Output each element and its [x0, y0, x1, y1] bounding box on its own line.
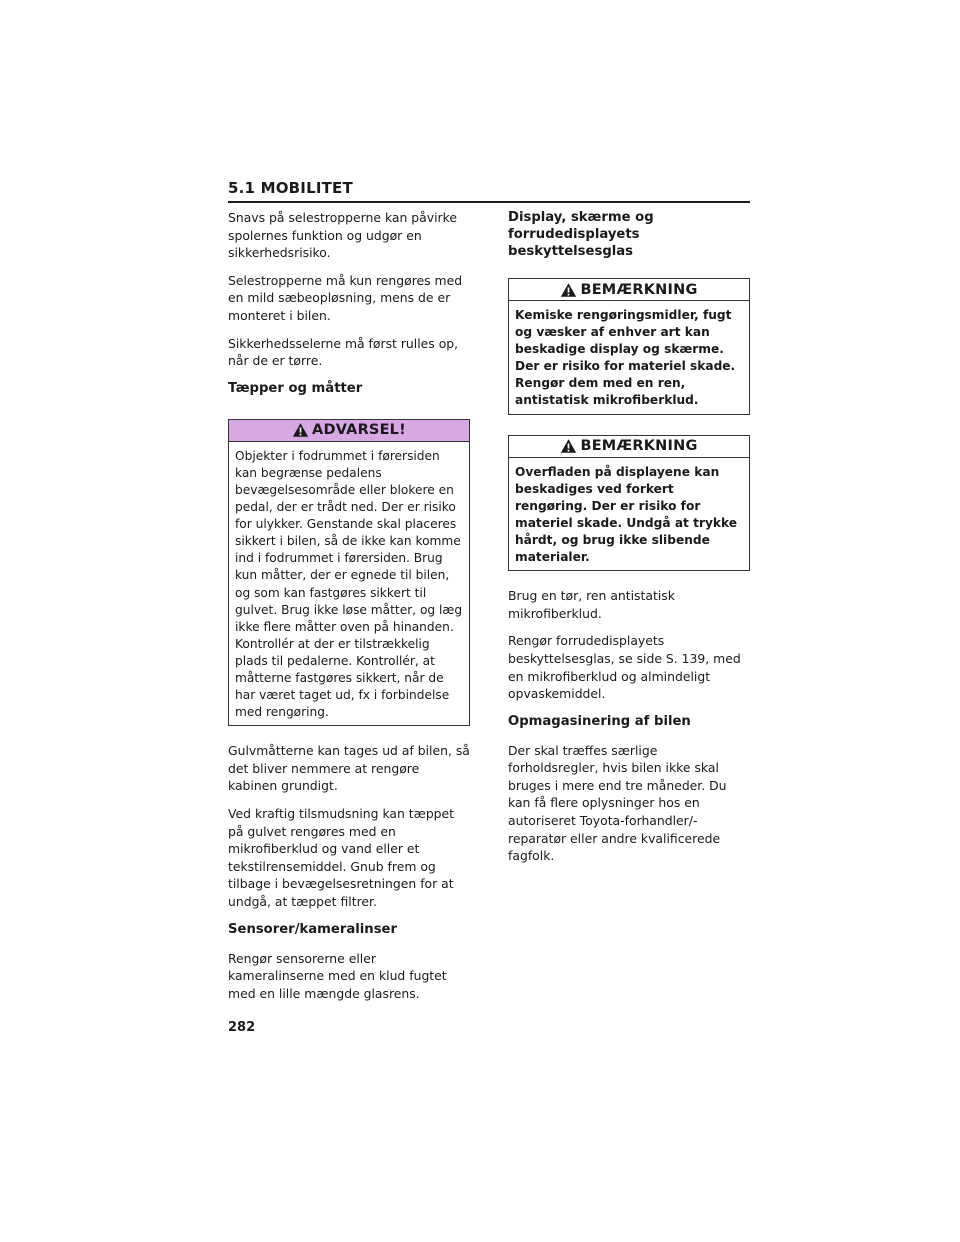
paragraph-mats-removal: Gulvmåtterne kan tages ud af bilen, så det bliver nemmere at rengøre kabinen grundigt.: [228, 743, 470, 794]
warning-text: Objekter i fodrummet i førersiden kan begrænse pedalens bevægelsesområde eller blokere en pedal, der er trådt ned. Der er risiko for ulykker. Genstande skal placeres sikkert i bilen, så de ikke kan komme ind i fodrummet i førersiden. Brug kun måtter, der er egnede til bilen, og som kan fastgøres sikkert til gulvet. Brug ikke løse måtter, og læg ikke flere måtter oven på hinanden. Kontrollér at der er tilstrækkelig plads til pedalerne. Kontrollér, at måtterne fastgøres sikkert, når de har været taget ud, fx i forbindelse med rengøring.: [235, 448, 463, 720]
heading-carpets-mats: Tæpper og måtter: [228, 380, 363, 396]
notice-1-text: Kemiske rengøringsmidler, fugt og væsker af enhver art kan beskadige display og skærme. Der er risiko for materiel skade. Rengør dem med en ren, antistatisk mikrofiberklud.: [515, 308, 736, 408]
heading-sensors-lenses: Sensorer/kameralinser: [228, 921, 397, 937]
heading-vehicle-storage: Opmagasinering af bilen: [508, 713, 691, 729]
warning-box-body: [229, 442, 469, 726]
right-column: [508, 209, 750, 875]
paragraph-hud-glass: Rengør forrudedisplayets beskyttelsesglas, se side S. 139, med en mikrofiberklud og almindeligt opvaskemiddel.: [508, 633, 741, 702]
notice-box-2: [508, 435, 750, 572]
notice-box-1-header: [509, 279, 749, 301]
warning-triangle-icon: [292, 422, 309, 438]
warning-box-header: [229, 420, 469, 442]
notice-box-2-header: [509, 436, 749, 458]
section-header: [228, 178, 750, 203]
paragraph-belt-dirt: Snavs på selestropperne kan påvirke spolernes funktion og udgør en sikkerhedsrisiko.: [228, 210, 457, 261]
paragraph-storage-precautions: Der skal træffes særlige forholdsregler, hvis bilen ikke skal bruges i mere end tre måneder. Du kan få flere oplysninger hos en autoriseret Toyota-forhandler/-reparatør eller andre kvalificerede fagfolk.: [508, 742, 727, 864]
heading-display-screens: Display, skærme og forrudedisplayets beskyttelsesglas: [508, 210, 654, 259]
warning-box: [228, 419, 470, 727]
paragraph-belt-cleaning: Selestropperne må kun rengøres med en mild sæbeopløsning, mens de er monteret i bilen.: [228, 272, 463, 323]
notice-2-text: Overfladen på displayene kan beskadiges ved forkert rengøring. Der er risiko for materiel skade. Undgå at trykke hårdt, og brug ikke slibende materialer.: [515, 464, 738, 565]
notice-1-label: BEMÆRKNING: [580, 281, 698, 298]
section-title: 5.1 MOBILITET: [228, 179, 353, 197]
notice-2-label: BEMÆRKNING: [580, 438, 698, 455]
notice-box-1-body: [509, 301, 749, 414]
warning-label: ADVARSEL!: [312, 422, 406, 439]
warning-triangle-icon: [560, 282, 577, 298]
paragraph-sensor-cleaning: Rengør sensorerne eller kameralinserne med en klud fugtet med en lille mængde glasrens.: [228, 950, 447, 1001]
notice-box-1: [508, 278, 750, 415]
paragraph-dry-cloth: Brug en tør, ren antistatisk mikrofiberklud.: [508, 588, 675, 621]
page-number: 282: [228, 1020, 256, 1035]
left-column: [228, 209, 470, 1012]
notice-box-2-body: [509, 458, 749, 571]
paragraph-carpet-cleaning: Ved kraftig tilsmudsning kan tæppet på gulvet rengøres med en mikrofiberklud og vand eller et tekstilrensemiddel. Gnub frem og tilbage i bevægelsesretningen for at undgå, at tæppet filtrer.: [228, 806, 455, 909]
warning-triangle-icon: [560, 438, 577, 454]
paragraph-belt-drying: Sikkerhedsselerne må først rulles op, når de er tørre.: [228, 335, 459, 369]
